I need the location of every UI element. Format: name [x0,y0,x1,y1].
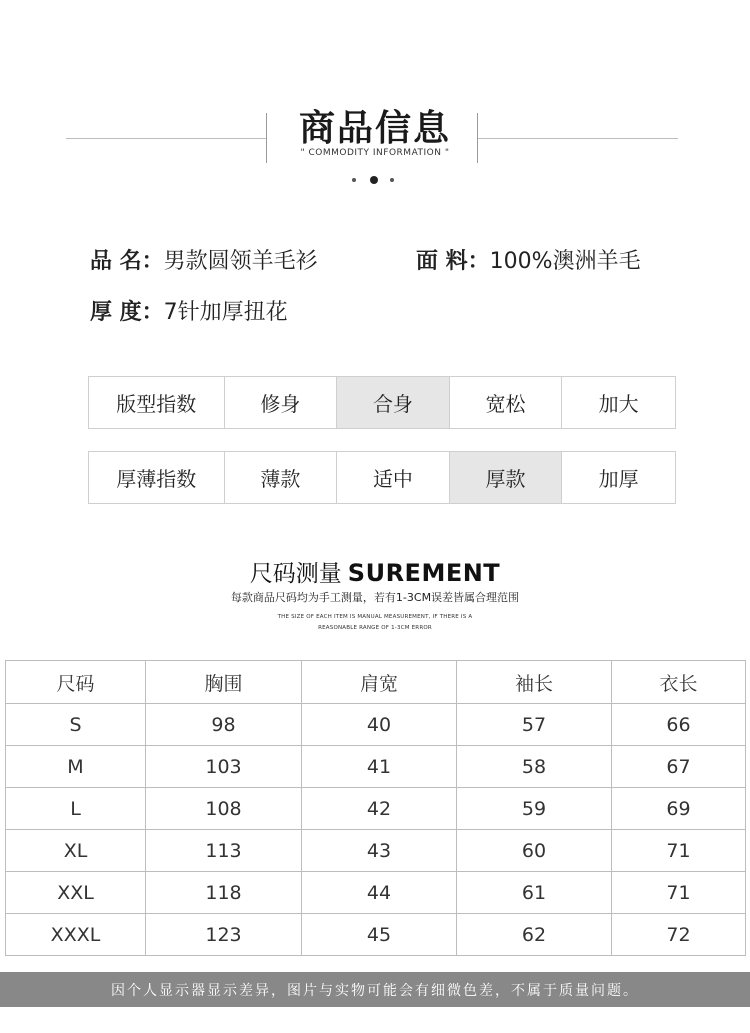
size-table [5,660,746,956]
thickness-option-selected: 厚款 [450,452,563,503]
table-cell: M [6,746,146,788]
table-cell: 72 [612,914,746,956]
table-cell: 103 [146,746,302,788]
table-cell: 98 [146,704,302,746]
table-cell: S [6,704,146,746]
table-cell: 113 [146,830,302,872]
table-cell: 58 [457,746,612,788]
column-header: 袖长 [457,661,612,704]
disclaimer-footer: 因个人显示器显示差异，图片与实物可能会有细微色差，不属于质量问题。 [0,972,750,1007]
fit-index-table [88,376,676,429]
info-name-value: 男款圆领羊毛衫 [163,249,318,274]
column-header: 尺码 [6,661,146,704]
column-header: 衣长 [612,661,746,704]
column-header: 胸围 [146,661,302,704]
fit-index-label: 版型指数 [89,377,225,428]
dot-large-center [370,176,378,184]
table-row [6,872,746,914]
table-cell: 42 [302,788,457,830]
fit-option-selected: 合身 [337,377,450,428]
table-cell: 108 [146,788,302,830]
table-cell: 43 [302,830,457,872]
decorative-dots [352,176,398,184]
table-cell: 40 [302,704,457,746]
table-cell: 62 [457,914,612,956]
fit-option: 修身 [225,377,338,428]
table-row [6,704,746,746]
table-cell: 118 [146,872,302,914]
thickness-option: 加厚 [598,467,639,491]
table-row [6,914,746,956]
thickness-index-table [88,451,676,504]
info-thickness [90,295,288,326]
table-row [6,830,746,872]
column-header: 肩宽 [302,661,457,704]
dot-small-left [352,178,356,182]
measurement-title-cn: 尺码测量 [249,561,342,587]
table-cell: 41 [302,746,457,788]
fit-option: 宽松 [450,377,563,428]
info-material-value: 100%澳洲羊毛 [489,249,641,274]
page-subtitle: " COMMODITY INFORMATION " [300,148,450,158]
table-cell: 71 [612,872,746,914]
info-name [90,244,318,275]
thickness-index-label: 厚薄指数 [89,452,225,503]
table-cell: 71 [612,830,746,872]
table-cell: 69 [612,788,746,830]
size-table-header [6,661,746,704]
thickness-option: 薄款 [225,452,338,503]
table-row [6,788,746,830]
table-row [6,746,746,788]
fit-option: 加大 [598,392,639,416]
info-material-label: 面 料： [416,249,490,274]
table-cell: XXL [6,872,146,914]
table-cell: 67 [612,746,746,788]
table-cell: XL [6,830,146,872]
info-thickness-value: 7针加厚扭花 [163,300,288,325]
table-cell: 44 [302,872,457,914]
info-name-label: 品 名： [90,249,164,274]
info-thickness-label: 厚 度： [90,300,164,325]
measurement-note: 每款商品尺码均为手工测量，若有1-3CM误差皆属合理范围 [230,591,520,604]
dot-small-right [390,178,394,182]
table-cell: 123 [146,914,302,956]
page-title: 商品信息 [298,108,451,149]
measurement-title-en: SUREMENT [347,559,501,587]
table-cell: 60 [457,830,612,872]
measurement-title [0,555,750,588]
measurement-note-en-1: THE SIZE OF EACH ITEM IS MANUAL MEASUREMENT, IF THERE IS A [277,614,473,620]
table-cell: 66 [612,704,746,746]
table-cell: 61 [457,872,612,914]
measurement-note-en-2: REASONABLE RANGE OF 1-3CM ERROR [318,625,432,631]
table-cell: XXXL [6,914,146,956]
info-material [416,244,641,275]
table-cell: L [6,788,146,830]
thickness-option: 适中 [337,452,450,503]
table-cell: 45 [302,914,457,956]
table-cell: 57 [457,704,612,746]
table-cell: 59 [457,788,612,830]
